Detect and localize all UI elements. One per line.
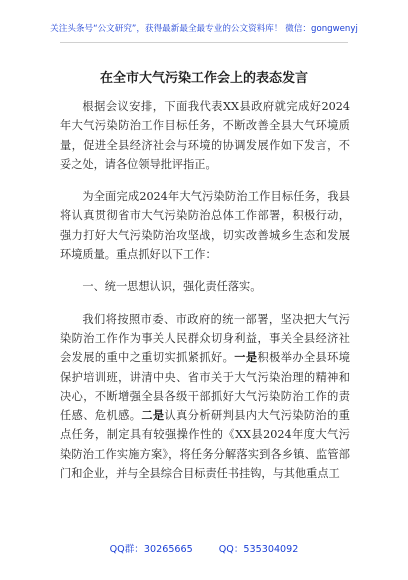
paragraph-intro: 根据会议安排，下面我代表XX县政府就完成好2024年大气污染防治工作目标任务，不断改善全县大气环境质量，促进全县经济社会与环境的协调发展作如下发言，不妥之处，请各位领导批评指正。 (60, 100, 350, 171)
footer-qq-group: QQ群：30265665 (109, 544, 193, 555)
document-body (60, 97, 350, 496)
measures-text-start: 我们将按照市委、市政府的统一部署，坚决把大气污染防治工作作为事关人民群众切身利益，事关全县经济社会发展的重中之重切实抓紧抓好。 (60, 312, 350, 365)
header-divider (60, 42, 348, 43)
measures-text-end: 认真分析研判县内大气污染防治的重点任务，制定具有较强操作性的《XX县2024年度大气污染防治工作实施方案》，将任务分解落实到各乡镇、监管部门和企业，并与全县综合目标责任书挂钩，与其他重点工 (60, 409, 350, 481)
paragraph-measures (60, 310, 350, 484)
point-one-marker: 一是 (234, 350, 258, 365)
page-header-banner: 关注头条号“公文研究”，获得最新最全最专业的公文资料库！ 微信：gongwenyj (50, 24, 358, 34)
section-heading-one: 一、统一思想认识，强化责任落实。 (82, 280, 262, 294)
document-title: 在全市大气污染工作会上的表态发言 (99, 71, 308, 86)
page-footer (0, 541, 408, 555)
footer-qq-contact: QQ：535304092 (218, 544, 299, 555)
point-two-marker: 二是 (141, 408, 165, 423)
paragraph-goal: 为全面完成2024年大气污染防治工作目标任务，我县将认真贯彻省市大气污染防治总体工作部署，积极行动，强力打好大气污染防治攻坚战，切实改善城乡生态和发展环境质量。重点抓好以下工作： (60, 190, 350, 262)
measures-text-middle: 积极举办全县环境保护培训班，讲清中央、省市关于大气污染治理的精神和决心，不断增强全县各级干部抓好大气污染防治工作的责任感、危机感。 (60, 351, 350, 423)
